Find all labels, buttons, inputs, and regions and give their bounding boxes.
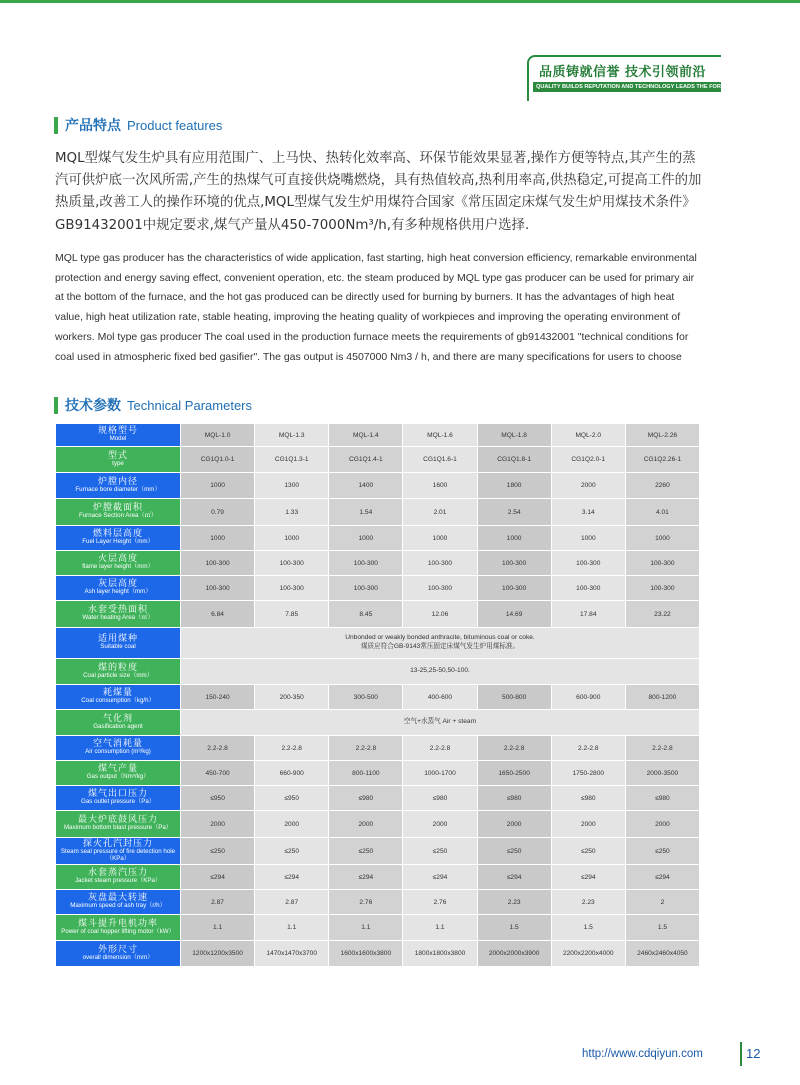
param-value-cell: 2.2-2.8 xyxy=(329,736,403,761)
param-value-cell: 1800 xyxy=(477,473,551,499)
param-value-cell: MQL-1.4 xyxy=(329,424,403,447)
param-value-cell: 2000 xyxy=(255,811,329,838)
param-value-cell: ≤294 xyxy=(181,865,255,890)
param-header-cell xyxy=(56,890,181,915)
param-row xyxy=(56,736,700,761)
param-value-cell: 17.84 xyxy=(551,601,625,628)
param-value-cell: CG1Q2.26-1 xyxy=(625,447,699,473)
param-value-cell: 1200x1200x3500 xyxy=(181,941,255,967)
param-row xyxy=(56,659,700,685)
param-value-cell: 100-300 xyxy=(255,551,329,576)
param-header-cell xyxy=(56,447,181,473)
param-value-cell: 2000-3500 xyxy=(625,761,699,786)
param-value-cell: 1.1 xyxy=(329,915,403,941)
param-value-cell: 2.2-2.8 xyxy=(403,736,477,761)
param-name-en: Jacket steam pressure（KPa） xyxy=(74,877,162,885)
param-value-cell: ≤294 xyxy=(625,865,699,890)
param-name-cn: 煤的粒度 xyxy=(97,662,138,673)
param-value-cell: 2.76 xyxy=(403,890,477,915)
param-value-cell: 12.06 xyxy=(403,601,477,628)
param-value-cell: ≤250 xyxy=(551,838,625,865)
param-value-cell: 2200x2200x4000 xyxy=(551,941,625,967)
param-value-cell: 2000 xyxy=(477,811,551,838)
param-name-cn: 规格型号 xyxy=(97,426,138,437)
param-header-cell xyxy=(56,526,181,551)
param-value-cell: ≤294 xyxy=(551,865,625,890)
param-value-cell: MQL-1.0 xyxy=(181,424,255,447)
param-name-cn: 煤气产量 xyxy=(97,764,138,775)
param-value-cell: 100-300 xyxy=(625,576,699,601)
top-rule xyxy=(0,0,800,3)
param-value-cell: 2.87 xyxy=(255,890,329,915)
param-merged-value xyxy=(181,628,700,659)
param-name-en: Maximum bottom blast pressure（Pa） xyxy=(64,824,172,832)
param-row xyxy=(56,941,700,967)
param-value-cell: 1000 xyxy=(329,526,403,551)
features-paragraph-en: MQL type gas producer has the characteristics of wide application, fast starting, high heat conversion efficiency, remarkable environmental protection and energy saving effect, convenient operation, etc. the steam produced by MQL type gas producer can be used for primary air at the bottom of the furnace, and the hot gas produced can be directly used for burning by burners. It has the advantages of high heat value, high heat utilization rate, stable heating, improving the heating quality of workpieces and improving the operating environment of workers. Mol type gas producer The coal used in the production furnace meets the requirements of gb91432001 "technical conditions for coal used in atmospheric fixed bed gasifier". The gas output is 4507000 Nm3 / h, and there are many specifications for users to choose xyxy=(55,252,697,363)
param-value-cell: 2.2-2.8 xyxy=(551,736,625,761)
param-value-cell: 100-300 xyxy=(181,576,255,601)
param-name-cn: 煤斗提升电机功率 xyxy=(77,918,158,929)
param-name-en: Gasification agent xyxy=(93,722,143,730)
param-value-cell: 100-300 xyxy=(551,576,625,601)
param-row xyxy=(56,811,700,838)
param-name-cn: 型式 xyxy=(107,450,128,461)
param-row xyxy=(56,710,700,736)
param-value-cell: 2 xyxy=(625,890,699,915)
param-name-cn: 探火孔汽封压力 xyxy=(82,838,153,849)
param-value-cell: ≤980 xyxy=(625,786,699,811)
param-value-cell: 2000 xyxy=(551,473,625,499)
param-value-cell: 600-900 xyxy=(551,685,625,710)
param-value-cell: 7.85 xyxy=(255,601,329,628)
param-value-cell: MQL-1.8 xyxy=(477,424,551,447)
param-name-cn: 空气消耗量 xyxy=(92,739,143,750)
param-value-cell: 100-300 xyxy=(403,551,477,576)
section-marker xyxy=(54,397,58,414)
param-value-cell: ≤980 xyxy=(477,786,551,811)
slogan-chinese: 品质铸就信誉 技术引领前沿 xyxy=(539,65,707,80)
param-row xyxy=(56,890,700,915)
param-value-cell: 2000 xyxy=(329,811,403,838)
param-value-cell: 1750-2800 xyxy=(551,761,625,786)
param-name-en: Suitable coal xyxy=(100,643,136,651)
param-value-cell: MQL-1.3 xyxy=(255,424,329,447)
param-name-en: Maximum speed of ash tray（r/h） xyxy=(70,902,166,910)
param-header-cell xyxy=(56,761,181,786)
param-name-cn: 燃料层高度 xyxy=(92,529,143,540)
param-value-cell: ≤250 xyxy=(329,838,403,865)
param-name-cn: 耗煤量 xyxy=(102,688,133,699)
param-value-cell: 1000 xyxy=(551,526,625,551)
param-value-cell: 1400 xyxy=(329,473,403,499)
param-value-cell: ≤250 xyxy=(403,838,477,865)
param-value-cell: 1.1 xyxy=(255,915,329,941)
param-value-cell: 1.1 xyxy=(181,915,255,941)
param-row xyxy=(56,915,700,941)
param-header-cell xyxy=(56,915,181,941)
param-value-cell: 1000 xyxy=(403,526,477,551)
param-row xyxy=(56,526,700,551)
param-value-cell: 1650-2500 xyxy=(477,761,551,786)
param-row xyxy=(56,761,700,786)
param-value-cell: CG1Q1.8-1 xyxy=(477,447,551,473)
footer-divider xyxy=(740,1042,742,1066)
param-name-en: flame layer height（mm） xyxy=(82,563,154,571)
param-row xyxy=(56,628,700,659)
param-name-cn: 最大炉底鼓风压力 xyxy=(77,815,158,826)
param-name-en: Coal particle size（mm） xyxy=(83,671,153,679)
slogan-english: QUALITY BUILDS REPUTATION AND TECHNOLOGY LEADS THE FOREFRONT xyxy=(533,82,721,92)
param-value-cell: CG1Q1.4-1 xyxy=(329,447,403,473)
param-value-cell: 6.84 xyxy=(181,601,255,628)
param-value-cell: 1.54 xyxy=(329,499,403,526)
param-value-cell: 300-500 xyxy=(329,685,403,710)
param-header-cell xyxy=(56,838,181,865)
param-name-cn: 气化剂 xyxy=(102,713,133,724)
param-value-cell: 4.01 xyxy=(625,499,699,526)
param-name-cn: 煤气出口压力 xyxy=(87,789,148,800)
param-value-cell: 660-900 xyxy=(255,761,329,786)
params-table-wrapper xyxy=(55,423,700,967)
param-value-cell: 100-300 xyxy=(625,551,699,576)
param-row xyxy=(56,838,700,865)
param-value-cell: 100-300 xyxy=(329,576,403,601)
param-row xyxy=(56,473,700,499)
param-row xyxy=(56,447,700,473)
param-header-cell xyxy=(56,685,181,710)
param-value-cell: 8.45 xyxy=(329,601,403,628)
param-value-cell: CG1Q1.6-1 xyxy=(403,447,477,473)
param-header-cell xyxy=(56,736,181,761)
param-value-cell: 450-700 xyxy=(181,761,255,786)
param-value-cell: 1000 xyxy=(477,526,551,551)
param-value-cell: ≤250 xyxy=(181,838,255,865)
page-number: 12 xyxy=(746,1046,761,1061)
param-row xyxy=(56,865,700,890)
param-value-cell: 2000 xyxy=(551,811,625,838)
param-value-cell: 23.22 xyxy=(625,601,699,628)
param-value-cell: 0.79 xyxy=(181,499,255,526)
param-value-cell: ≤294 xyxy=(477,865,551,890)
param-name-cn: 水套受热面积 xyxy=(87,605,148,616)
param-value-cell: 1600x1600x3800 xyxy=(329,941,403,967)
merged-value-line: 煤质应符合GB-9143常压固定床煤气发生炉用煤标准。 xyxy=(360,643,520,650)
param-value-cell: 2.2-2.8 xyxy=(181,736,255,761)
param-name-en: Furnace bore diameter（mm） xyxy=(75,485,161,493)
param-name-en: overall dimension（mm） xyxy=(82,953,154,961)
param-value-cell: ≤980 xyxy=(551,786,625,811)
param-value-cell: 14.69 xyxy=(477,601,551,628)
param-value-cell: 2.2-2.8 xyxy=(625,736,699,761)
param-name-en: Steam seal pressure of fire detection hole（KPa） xyxy=(60,848,176,862)
param-name-en: Power of coal hopper lifting motor（kW） xyxy=(61,927,175,935)
param-value-cell: 2000 xyxy=(181,811,255,838)
param-header-cell xyxy=(56,424,181,447)
param-name-en: Fuel Layer Height（mm） xyxy=(82,538,154,546)
merged-value-line: 13-25,25-50,50-100. xyxy=(410,667,470,675)
param-header-cell xyxy=(56,628,181,659)
param-header-cell xyxy=(56,786,181,811)
param-value-cell: 2260 xyxy=(625,473,699,499)
param-header-cell xyxy=(56,576,181,601)
features-paragraph-cn: MQL型煤气发生炉具有应用范围广、上马快、热转化效率高、环保节能效果显著,操作方便等特点,其产生的蒸汽可供炉底一次风所需,产生的热煤气可直接供烧嘴燃烧，具有热值较高,热利用率高,供热稳定,可提高工件的加热质量,改善工人的操作环境的优点,MQL型煤气发生炉用煤符合国家《常压固定床煤气发生炉用煤技术条件》GB91432001中规定要求,煤气产量从450-7000Nm³/h,有多种规格供用户选择. xyxy=(55,151,702,233)
param-value-cell: 2000 xyxy=(403,811,477,838)
param-value-cell: 100-300 xyxy=(477,551,551,576)
section-title-cn: 技术参数 xyxy=(65,398,121,414)
param-value-cell: CG1Q1.0-1 xyxy=(181,447,255,473)
param-value-cell: 100-300 xyxy=(181,551,255,576)
param-value-cell: 800-1100 xyxy=(329,761,403,786)
param-header-cell xyxy=(56,941,181,967)
param-header-cell xyxy=(56,473,181,499)
param-value-cell: 2.23 xyxy=(551,890,625,915)
section-title-en: Technical Parameters xyxy=(127,397,252,413)
param-value-cell: 2000x2000x3900 xyxy=(477,941,551,967)
param-header-cell xyxy=(56,710,181,736)
param-value-cell: CG1Q2.0-1 xyxy=(551,447,625,473)
param-value-cell: 800-1200 xyxy=(625,685,699,710)
section-title-cn: 产品特点 xyxy=(65,118,121,134)
section-marker xyxy=(54,117,58,134)
param-merged-value xyxy=(181,659,700,685)
param-value-cell: 1000 xyxy=(625,526,699,551)
param-value-cell: 1.5 xyxy=(551,915,625,941)
param-value-cell: ≤950 xyxy=(181,786,255,811)
param-name-cn: 火层高度 xyxy=(97,554,138,565)
param-value-cell: 2000 xyxy=(625,811,699,838)
param-value-cell: MQL-2.0 xyxy=(551,424,625,447)
param-value-cell: ≤250 xyxy=(477,838,551,865)
param-value-cell: CG1Q1.3-1 xyxy=(255,447,329,473)
merged-value-line: Unbonded or weakly bonded anthracite, bituminous coal or coke. xyxy=(345,634,535,642)
param-value-cell: 1.5 xyxy=(477,915,551,941)
param-value-cell: 3.14 xyxy=(551,499,625,526)
param-name-en: Water heating Area（㎡） xyxy=(82,614,154,622)
param-name-cn: 炉膛截面积 xyxy=(92,503,143,514)
param-name-en: Ash layer height（mm） xyxy=(84,588,152,596)
param-value-cell: 1.5 xyxy=(625,915,699,941)
merged-value-line: 空气+水蒸气 Air + steam xyxy=(403,718,477,726)
param-value-cell: ≤950 xyxy=(255,786,329,811)
param-merged-value xyxy=(181,710,700,736)
param-value-cell: MQL-1.6 xyxy=(403,424,477,447)
param-value-cell: 1.33 xyxy=(255,499,329,526)
param-value-cell: 150-240 xyxy=(181,685,255,710)
param-value-cell: 2460x2460x4050 xyxy=(625,941,699,967)
param-value-cell: 100-300 xyxy=(255,576,329,601)
param-value-cell: ≤980 xyxy=(329,786,403,811)
param-row xyxy=(56,786,700,811)
param-value-cell: 2.01 xyxy=(403,499,477,526)
param-value-cell: 2.23 xyxy=(477,890,551,915)
param-row xyxy=(56,551,700,576)
param-row xyxy=(56,499,700,526)
param-value-cell: 500-800 xyxy=(477,685,551,710)
param-row xyxy=(56,576,700,601)
param-name-cn: 炉膛内径 xyxy=(97,476,138,487)
param-row xyxy=(56,601,700,628)
param-value-cell: 100-300 xyxy=(477,576,551,601)
param-header-cell xyxy=(56,659,181,685)
param-name-en: Furnace Section Area（㎡） xyxy=(78,512,158,520)
param-name-en: Gas output（Nm³/kg） xyxy=(86,773,150,781)
param-value-cell: 400-600 xyxy=(403,685,477,710)
param-name-en: Model xyxy=(109,435,127,443)
param-name-cn: 灰盘最大转速 xyxy=(87,893,148,904)
section-title-params xyxy=(54,396,252,414)
param-value-cell: 1000-1700 xyxy=(403,761,477,786)
param-value-cell: ≤294 xyxy=(329,865,403,890)
param-value-cell: 1470x1470x3700 xyxy=(255,941,329,967)
param-value-cell: 2.87 xyxy=(181,890,255,915)
param-header-cell xyxy=(56,601,181,628)
param-value-cell: 1000 xyxy=(181,526,255,551)
param-name-en: Air consumption (m³/kg) xyxy=(85,748,151,756)
section-title-features xyxy=(54,116,222,134)
param-name-cn: 外形尺寸 xyxy=(97,944,138,955)
param-value-cell: 2.76 xyxy=(329,890,403,915)
param-value-cell: 100-300 xyxy=(329,551,403,576)
param-value-cell: ≤294 xyxy=(403,865,477,890)
param-header-cell xyxy=(56,811,181,838)
footer-url: http://www.cdqiyun.com xyxy=(582,1048,703,1060)
param-value-cell: 2.2-2.8 xyxy=(255,736,329,761)
param-value-cell: ≤250 xyxy=(255,838,329,865)
param-row xyxy=(56,685,700,710)
param-value-cell: 1300 xyxy=(255,473,329,499)
param-value-cell: 1000 xyxy=(181,473,255,499)
slogan-badge xyxy=(527,55,744,101)
param-value-cell: 1000 xyxy=(255,526,329,551)
param-name-en: type xyxy=(112,459,124,467)
param-value-cell: 2.54 xyxy=(477,499,551,526)
param-value-cell: 100-300 xyxy=(551,551,625,576)
param-header-cell xyxy=(56,499,181,526)
param-value-cell: 200-350 xyxy=(255,685,329,710)
param-row xyxy=(56,424,700,447)
params-table xyxy=(55,423,700,967)
param-name-cn: 水套蒸汽压力 xyxy=(87,868,148,879)
section-title-en: Product features xyxy=(127,117,223,133)
param-value-cell: MQL-2.26 xyxy=(625,424,699,447)
param-header-cell xyxy=(56,865,181,890)
param-value-cell: 2.2-2.8 xyxy=(477,736,551,761)
param-name-en: Gas outlet pressure（Pa） xyxy=(81,798,155,806)
param-header-cell xyxy=(56,551,181,576)
param-value-cell: 100-300 xyxy=(403,576,477,601)
param-value-cell: ≤294 xyxy=(255,865,329,890)
param-value-cell: 1800x1800x3800 xyxy=(403,941,477,967)
param-name-en: Coal consumption（kg/h） xyxy=(81,697,155,705)
param-name-cn: 灰层高度 xyxy=(97,579,138,590)
param-value-cell: 1600 xyxy=(403,473,477,499)
param-value-cell: ≤250 xyxy=(625,838,699,865)
param-value-cell: ≤980 xyxy=(403,786,477,811)
param-name-cn: 适用煤种 xyxy=(97,634,138,645)
param-value-cell: 1.1 xyxy=(403,915,477,941)
